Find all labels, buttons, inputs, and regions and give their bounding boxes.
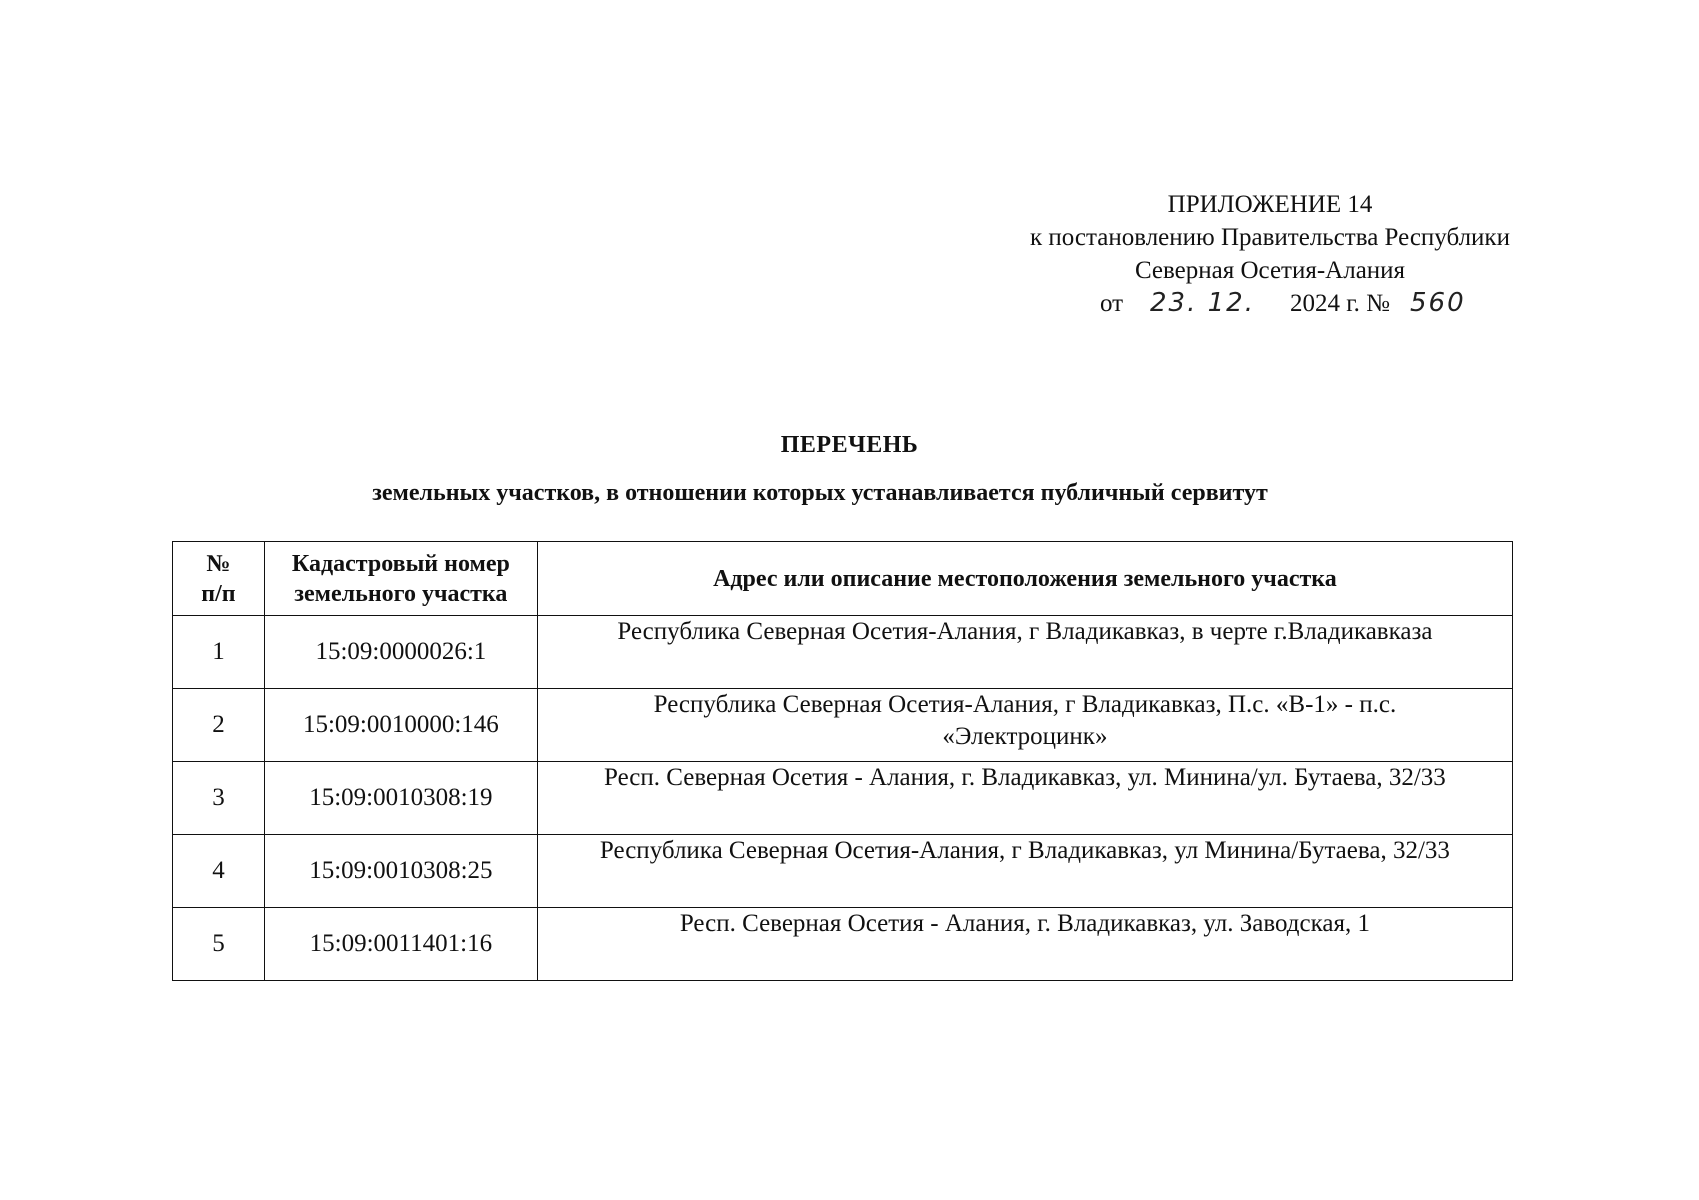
row-address: Республика Северная Осетия-Алания, г Владикавказ, в черте г.Владикавказа [537,616,1512,689]
row-cadastral: 15:09:0010308:19 [264,762,537,835]
document-subtitle: земельных участков, в отношении которых устанавливается публичный сервитут [372,480,1268,506]
appendix-line2: Северная Осетия-Алания [1134,257,1406,284]
land-plots-table [172,541,1513,981]
table-header-row [173,542,1513,616]
row-num: 1 [173,616,265,689]
header-num-line1: № [206,550,231,577]
row-num: 3 [173,762,265,835]
year-text: 2024 г. № [1290,290,1391,317]
header-cadastral [264,542,537,616]
row-num: 4 [173,835,265,908]
row-cadastral: 15:09:0010000:146 [264,689,537,762]
appendix-line1: к постановлению Правительства Республики [1030,224,1510,251]
row-address: Респ. Северная Осетия - Алания, г. Владикавказ, ул. Минина/ул. Бутаева, 32/33 [537,762,1512,835]
row-address: Республика Северная Осетия-Алания, г Владикавказ, П.с. «В-1» - п.с. «Электроцинк» [537,689,1512,762]
table-row [173,908,1513,981]
header-num-line2: п/п [201,580,236,607]
document-title: ПЕРЕЧЕНЬ [780,432,919,458]
row-address: Республика Северная Осетия-Алания, г Владикавказ, ул Минина/Бутаева, 32/33 [537,835,1512,908]
row-cadastral: 15:09:0010308:25 [264,835,537,908]
header-num [173,542,265,616]
header-cadastral-line1: Кадастровый номер [291,550,510,577]
appendix-header [990,188,1550,320]
appendix-date-line [990,287,1550,320]
header-cadastral-line2: земельного участка [294,580,508,607]
table-row [173,762,1513,835]
row-address: Респ. Северная Осетия - Алания, г. Владикавказ, ул. Заводская, 1 [537,908,1512,981]
row-cadastral: 15:09:0011401:16 [264,908,537,981]
date-prefix: от [1100,290,1124,317]
date-handwritten: 23. 12. [1150,288,1255,318]
header-address: Адрес или описание местоположения земельного участка [537,542,1512,616]
table-row [173,835,1513,908]
row-cadastral: 15:09:0000026:1 [264,616,537,689]
number-handwritten: 560 [1410,288,1466,318]
table-row [173,616,1513,689]
table-row [173,689,1513,762]
appendix-title: ПРИЛОЖЕНИЕ 14 [1167,191,1373,218]
row-num: 2 [173,689,265,762]
row-num: 5 [173,908,265,981]
